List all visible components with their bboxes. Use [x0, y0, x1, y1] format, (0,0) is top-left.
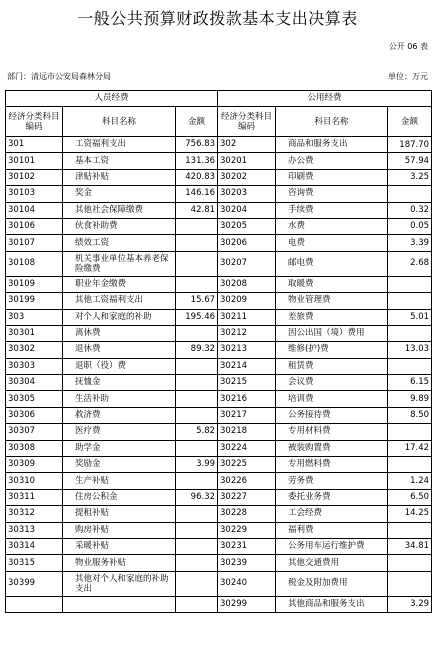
right-amount-cell: 3.25: [388, 169, 432, 185]
left-code-cell: 30399: [6, 571, 63, 596]
right-amount-cell: 9.89: [388, 391, 432, 407]
table-row: [6, 202, 432, 218]
right-code-cell: 30213: [218, 342, 276, 358]
right-code-cell: 30225: [218, 457, 276, 473]
column-header-code: 经济分类科目编码: [6, 107, 63, 137]
right-name-cell: 劳务费: [276, 473, 388, 489]
right-amount-cell: 187.70: [388, 137, 432, 153]
left-name-cell: 离休费: [63, 325, 176, 341]
right-name-cell: 差旅费: [276, 309, 388, 325]
right-code-cell: 30209: [218, 293, 276, 309]
table-row: [6, 391, 432, 407]
left-amount-cell: [176, 375, 218, 391]
left-name-cell: 基本工资: [63, 153, 176, 169]
left-code-cell: 30102: [6, 169, 63, 185]
left-name-cell: 采暖补贴: [63, 538, 176, 554]
left-name-cell: 奖励金: [63, 457, 176, 473]
right-amount-cell: 0.05: [388, 218, 432, 234]
table-row: [6, 186, 432, 202]
right-amount-cell: [388, 186, 432, 202]
right-name-cell: 取暖费: [276, 276, 388, 292]
right-code-cell: 30240: [218, 571, 276, 596]
left-name-cell: 购房补贴: [63, 522, 176, 538]
right-amount-cell: 2.68: [388, 251, 432, 276]
left-amount-cell: [176, 325, 218, 341]
left-amount-cell: 146.16: [176, 186, 218, 202]
right-amount-cell: [388, 522, 432, 538]
right-code-cell: 30207: [218, 251, 276, 276]
left-amount-cell: [176, 440, 218, 456]
column-header-amount: 金额: [388, 107, 432, 137]
left-name-cell: 提租补贴: [63, 506, 176, 522]
right-amount-cell: [388, 457, 432, 473]
right-name-cell: 手续费: [276, 202, 388, 218]
left-amount-cell: [176, 506, 218, 522]
left-name-cell: 奖金: [63, 186, 176, 202]
left-amount-cell: [176, 391, 218, 407]
left-name-cell: 抚恤金: [63, 375, 176, 391]
right-amount-cell: 0.32: [388, 202, 432, 218]
left-code-cell: 30301: [6, 325, 63, 341]
table-row: [6, 522, 432, 538]
left-name-cell: 退休费: [63, 342, 176, 358]
right-code-cell: 30211: [218, 309, 276, 325]
left-code-cell: 30107: [6, 235, 63, 251]
right-amount-cell: [388, 325, 432, 341]
group-header-public: 公用经费: [218, 91, 432, 107]
left-name-cell: 其他对个人和家庭的补助支出: [63, 571, 176, 596]
table-row: [6, 407, 432, 423]
right-code-cell: 30218: [218, 424, 276, 440]
table-row: [6, 153, 432, 169]
left-code-cell: 30308: [6, 440, 63, 456]
table-row: [6, 169, 432, 185]
left-name-cell: 生产补贴: [63, 473, 176, 489]
left-amount-cell: [176, 522, 218, 538]
left-name-cell: 绩效工资: [63, 235, 176, 251]
department-label: 部门：清远市公安局森林分局: [7, 72, 111, 81]
left-name-cell: 津贴补贴: [63, 169, 176, 185]
right-amount-cell: 57.94: [388, 153, 432, 169]
left-amount-cell: 3.99: [176, 457, 218, 473]
left-amount-cell: 15.67: [176, 293, 218, 309]
table-row: [6, 276, 432, 292]
right-name-cell: 租赁费: [276, 358, 388, 374]
left-amount-cell: 131.36: [176, 153, 218, 169]
left-code-cell: 30302: [6, 342, 63, 358]
right-code-cell: 30224: [218, 440, 276, 456]
right-code-cell: 30216: [218, 391, 276, 407]
left-amount-cell: [176, 358, 218, 374]
left-code-cell: 30311: [6, 489, 63, 505]
right-amount-cell: [388, 571, 432, 596]
left-code-cell: 30310: [6, 473, 63, 489]
right-amount-cell: 14.25: [388, 506, 432, 522]
right-code-cell: 30214: [218, 358, 276, 374]
right-name-cell: 印刷费: [276, 169, 388, 185]
left-code-cell: 30309: [6, 457, 63, 473]
left-amount-cell: 42.81: [176, 202, 218, 218]
right-code-cell: 30226: [218, 473, 276, 489]
left-name-cell: 其他社会保障缴费: [63, 202, 176, 218]
table-row: [6, 424, 432, 440]
left-amount-cell: [176, 407, 218, 423]
left-name-cell: 物业服务补贴: [63, 555, 176, 571]
right-amount-cell: 3.29: [388, 596, 432, 612]
unit-label: 单位：万元: [388, 72, 428, 81]
left-code-cell: 30101: [6, 153, 63, 169]
left-code-cell: 301: [6, 137, 63, 153]
left-code-cell: [6, 596, 63, 612]
expenditure-table: [5, 90, 432, 613]
left-code-cell: 30307: [6, 424, 63, 440]
left-amount-cell: 89.32: [176, 342, 218, 358]
left-name-cell: 助学金: [63, 440, 176, 456]
left-code-cell: 30103: [6, 186, 63, 202]
table-row: [6, 218, 432, 234]
right-code-cell: 30212: [218, 325, 276, 341]
table-row: [6, 309, 432, 325]
left-amount-cell: [176, 538, 218, 554]
left-name-cell: 生活补助: [63, 391, 176, 407]
right-name-cell: 办公费: [276, 153, 388, 169]
right-name-cell: 物业管理费: [276, 293, 388, 309]
right-amount-cell: 34.81: [388, 538, 432, 554]
right-name-cell: 被装购置费: [276, 440, 388, 456]
right-amount-cell: 6.50: [388, 489, 432, 505]
left-name-cell: 对个人和家庭的补助: [63, 309, 176, 325]
left-code-cell: 30199: [6, 293, 63, 309]
left-name-cell: [63, 596, 176, 612]
right-name-cell: 维修(护)费: [276, 342, 388, 358]
right-name-cell: 福利费: [276, 522, 388, 538]
right-name-cell: 商品和服务支出: [276, 137, 388, 153]
left-name-cell: 救济费: [63, 407, 176, 423]
left-code-cell: 30315: [6, 555, 63, 571]
group-header-personnel: 人员经费: [6, 91, 218, 107]
right-amount-cell: 17.42: [388, 440, 432, 456]
table-row: [6, 489, 432, 505]
right-code-cell: 30203: [218, 186, 276, 202]
table-row: [6, 473, 432, 489]
left-code-cell: 30109: [6, 276, 63, 292]
left-code-cell: 30305: [6, 391, 63, 407]
right-code-cell: 30231: [218, 538, 276, 554]
left-amount-cell: [176, 251, 218, 276]
left-amount-cell: 5.82: [176, 424, 218, 440]
right-name-cell: 工会经费: [276, 506, 388, 522]
page-title: 一般公共预算财政拨款基本支出决算表: [77, 9, 358, 28]
left-name-cell: 其他工资福利支出: [63, 293, 176, 309]
table-row: [6, 293, 432, 309]
column-header-amount: 金额: [176, 107, 218, 137]
right-name-cell: 电费: [276, 235, 388, 251]
left-amount-cell: 756.83: [176, 137, 218, 153]
table-row: [6, 538, 432, 554]
column-header-code: 经济分类科目编码: [218, 107, 276, 137]
left-name-cell: 退职（役）费: [63, 358, 176, 374]
right-code-cell: 30299: [218, 596, 276, 612]
left-code-cell: 30304: [6, 375, 63, 391]
left-amount-cell: 96.32: [176, 489, 218, 505]
column-header-row: [6, 107, 432, 137]
table-row: [6, 342, 432, 358]
right-amount-cell: 5.01: [388, 309, 432, 325]
left-code-cell: 30314: [6, 538, 63, 554]
right-code-cell: 30201: [218, 153, 276, 169]
right-amount-cell: 13.03: [388, 342, 432, 358]
right-name-cell: 水费: [276, 218, 388, 234]
left-amount-cell: [176, 276, 218, 292]
right-name-cell: 其他交通费用: [276, 555, 388, 571]
right-name-cell: 咨询费: [276, 186, 388, 202]
right-code-cell: 302: [218, 137, 276, 153]
right-name-cell: 专用材料费: [276, 424, 388, 440]
table-row: [6, 375, 432, 391]
right-code-cell: 30206: [218, 235, 276, 251]
right-amount-cell: 3.39: [388, 235, 432, 251]
right-name-cell: 专用燃料费: [276, 457, 388, 473]
column-header-name: 科目名称: [63, 107, 176, 137]
right-code-cell: 30202: [218, 169, 276, 185]
left-name-cell: 伙食补助费: [63, 218, 176, 234]
right-amount-cell: 1.24: [388, 473, 432, 489]
right-name-cell: 公务用车运行维护费: [276, 538, 388, 554]
right-code-cell: 30227: [218, 489, 276, 505]
column-header-name: 科目名称: [276, 107, 388, 137]
left-amount-cell: [176, 571, 218, 596]
left-code-cell: 30306: [6, 407, 63, 423]
left-code-cell: 30104: [6, 202, 63, 218]
left-name-cell: 医疗费: [63, 424, 176, 440]
right-name-cell: 其他商品和服务支出: [276, 596, 388, 612]
right-code-cell: 30208: [218, 276, 276, 292]
right-name-cell: 会议费: [276, 375, 388, 391]
right-amount-cell: [388, 424, 432, 440]
right-amount-cell: [388, 276, 432, 292]
table-row: [6, 137, 432, 153]
left-name-cell: 住房公积金: [63, 489, 176, 505]
right-name-cell: 因公出国（境）费用: [276, 325, 388, 341]
table-row: [6, 506, 432, 522]
left-code-cell: 303: [6, 309, 63, 325]
right-code-cell: 30217: [218, 407, 276, 423]
document-number: 公开 06 表: [388, 42, 428, 51]
table-row: [6, 325, 432, 341]
right-name-cell: 培训费: [276, 391, 388, 407]
table-row: [6, 571, 432, 596]
left-amount-cell: [176, 596, 218, 612]
table-row: [6, 596, 432, 612]
right-name-cell: 公务接待费: [276, 407, 388, 423]
right-name-cell: 委托业务费: [276, 489, 388, 505]
right-code-cell: 30205: [218, 218, 276, 234]
group-header-row: [6, 91, 432, 107]
left-name-cell: 职业年金缴费: [63, 276, 176, 292]
left-code-cell: 30312: [6, 506, 63, 522]
right-amount-cell: [388, 358, 432, 374]
right-amount-cell: 6.15: [388, 375, 432, 391]
right-name-cell: 邮电费: [276, 251, 388, 276]
left-amount-cell: 195.46: [176, 309, 218, 325]
left-amount-cell: [176, 473, 218, 489]
left-amount-cell: [176, 218, 218, 234]
left-name-cell: 机关事业单位基本养老保险缴费: [63, 251, 176, 276]
right-amount-cell: [388, 293, 432, 309]
table-row: [6, 555, 432, 571]
right-code-cell: 30215: [218, 375, 276, 391]
left-amount-cell: [176, 235, 218, 251]
table-row: [6, 251, 432, 276]
left-amount-cell: 420.83: [176, 169, 218, 185]
right-code-cell: 30228: [218, 506, 276, 522]
right-code-cell: 30204: [218, 202, 276, 218]
left-amount-cell: [176, 555, 218, 571]
left-code-cell: 30303: [6, 358, 63, 374]
left-code-cell: 30313: [6, 522, 63, 538]
left-code-cell: 30106: [6, 218, 63, 234]
table-row: [6, 440, 432, 456]
right-name-cell: 税金及附加费用: [276, 571, 388, 596]
left-name-cell: 工资福利支出: [63, 137, 176, 153]
left-code-cell: 30108: [6, 251, 63, 276]
right-code-cell: 30229: [218, 522, 276, 538]
right-code-cell: 30239: [218, 555, 276, 571]
table-row: [6, 457, 432, 473]
table-row: [6, 235, 432, 251]
table-row: [6, 358, 432, 374]
right-amount-cell: 8.50: [388, 407, 432, 423]
right-amount-cell: [388, 555, 432, 571]
